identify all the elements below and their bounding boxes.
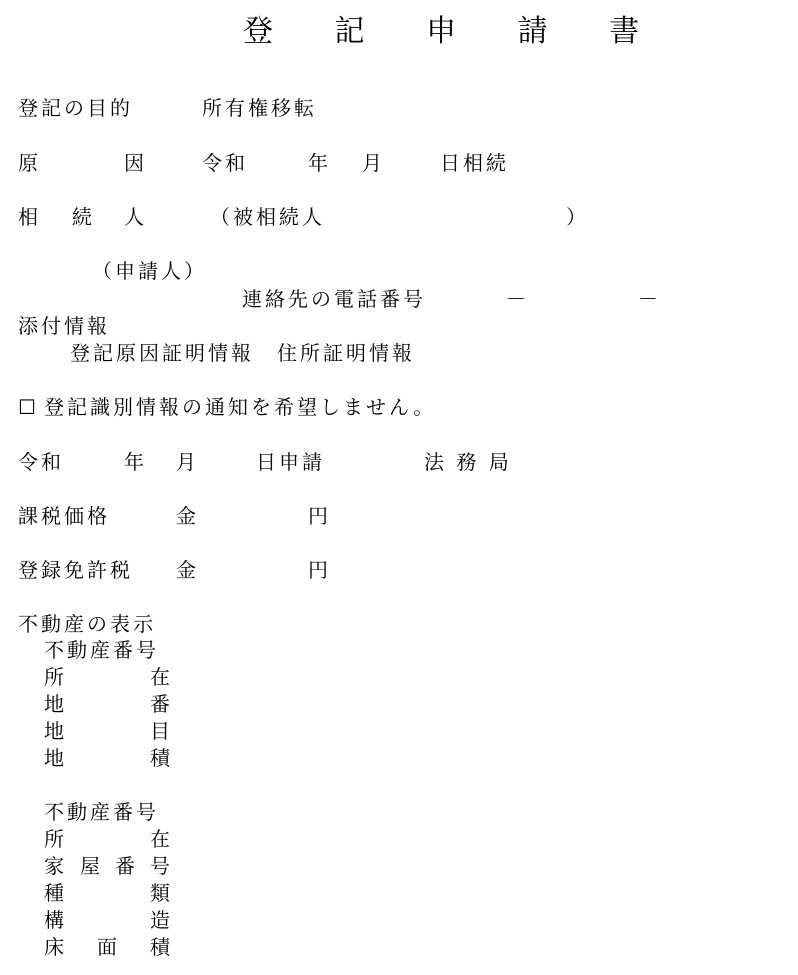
notice-text: 登記識別情報の通知を希望しません。 <box>44 395 437 419</box>
building-location-b: 在 <box>150 827 173 851</box>
cause-day-suffix: 日相続 <box>440 151 509 175</box>
building-kind-b: 類 <box>150 881 173 905</box>
heir-label-2: 続 <box>72 205 95 229</box>
attachments-label: 添付情報 <box>18 314 110 338</box>
tax-value-kin: 金 <box>176 504 199 528</box>
land-area-a: 地 <box>44 746 67 770</box>
floor-area-b: 積 <box>150 935 173 959</box>
purpose-value: 所有権移転 <box>202 96 317 120</box>
house-number-m2: 番 <box>115 854 138 878</box>
decedent-close: ） <box>566 205 589 229</box>
house-number-m: 屋 <box>80 854 103 878</box>
cause-label-2: 因 <box>124 151 147 175</box>
building-location-a: 所 <box>44 827 67 851</box>
heir-label-1: 相 <box>18 205 41 229</box>
registration-tax-yen: 円 <box>308 558 331 582</box>
floor-area-m: 面 <box>97 935 120 959</box>
land-location-b: 在 <box>150 665 173 689</box>
phone-label: 連絡先の電話番号 <box>242 287 426 311</box>
application-day-suffix: 日申請 <box>256 450 325 474</box>
page-title: 登 記 申 請 書 <box>243 14 666 49</box>
heir-label-3: 人 <box>124 205 147 229</box>
phone-dash-2: － <box>638 287 661 311</box>
tax-value-yen: 円 <box>308 504 331 528</box>
registration-tax-label: 登録免許税 <box>18 558 133 582</box>
cause-year: 年 <box>308 151 331 175</box>
land-area-b: 積 <box>150 746 173 770</box>
floor-area-a: 床 <box>44 935 67 959</box>
registration-tax-kin: 金 <box>176 558 199 582</box>
applicant-label: （申請人） <box>92 259 207 283</box>
phone-dash-1: － <box>506 287 529 311</box>
land-lot-a: 地 <box>44 692 67 716</box>
building-property-number: 不動産番号 <box>44 800 159 824</box>
cause-month: 月 <box>362 151 385 175</box>
attachments-items: 登記原因証明情報 住所証明情報 <box>70 341 415 365</box>
decedent-open: （被相続人 <box>210 205 325 229</box>
building-kind-a: 種 <box>44 881 67 905</box>
application-era: 令和 <box>18 450 64 474</box>
notice-checkbox[interactable]: ☐ <box>18 395 39 419</box>
property-heading: 不動産の表示 <box>18 612 156 636</box>
legal-affairs-bureau: 法 務 局 <box>424 450 512 474</box>
application-year: 年 <box>124 450 147 474</box>
building-structure-a: 構 <box>44 908 67 932</box>
tax-value-label: 課税価格 <box>18 504 110 528</box>
land-property-number: 不動産番号 <box>44 638 159 662</box>
land-lot-b: 番 <box>150 692 173 716</box>
house-number-b: 号 <box>150 854 173 878</box>
purpose-label: 登記の目的 <box>18 96 133 120</box>
land-location-a: 所 <box>44 665 67 689</box>
cause-era: 令和 <box>202 151 248 175</box>
land-category-a: 地 <box>44 719 67 743</box>
land-category-b: 目 <box>150 719 173 743</box>
house-number-a: 家 <box>44 854 67 878</box>
application-month: 月 <box>176 450 199 474</box>
cause-label-1: 原 <box>18 151 41 175</box>
building-structure-b: 造 <box>150 908 173 932</box>
